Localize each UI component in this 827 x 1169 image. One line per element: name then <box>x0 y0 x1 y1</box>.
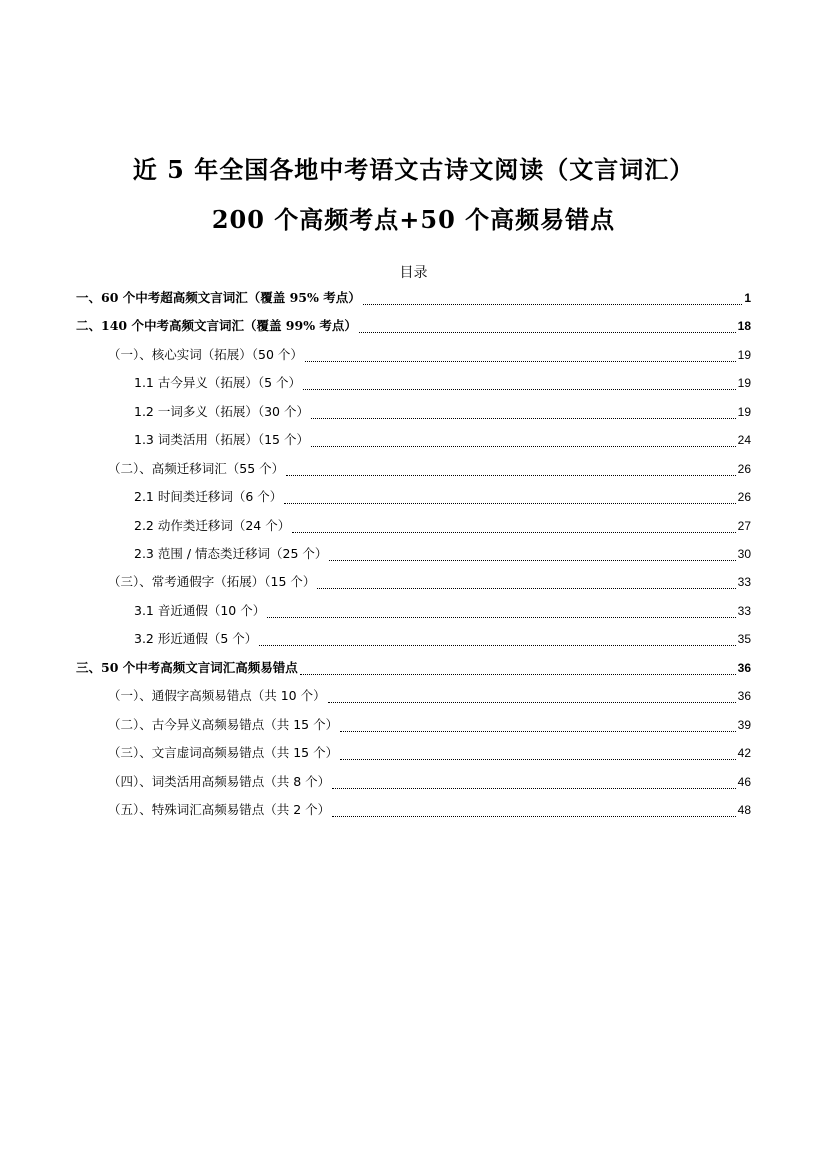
toc-dot-leader <box>305 360 736 362</box>
toc-dot-leader <box>317 587 735 589</box>
toc-entry[interactable] <box>108 572 751 592</box>
toc-entry[interactable] <box>134 544 751 564</box>
toc-entry-label: （一）、通假字高频易错点（共 10 个） <box>108 688 326 703</box>
toc-entry-label: 1.1 古今异义（拓展）（5 个） <box>134 375 302 390</box>
toc-dot-leader <box>311 417 736 419</box>
toc-entry[interactable] <box>108 686 751 706</box>
toc-entry-page: 27 <box>737 519 751 533</box>
toc-entry-page: 26 <box>737 490 751 504</box>
toc-dot-leader <box>267 616 735 618</box>
toc-entry[interactable] <box>108 800 751 820</box>
toc-entry[interactable] <box>76 658 751 678</box>
toc-dot-leader <box>332 787 735 789</box>
toc-entry[interactable] <box>108 743 751 763</box>
toc-entry[interactable] <box>108 345 751 365</box>
toc-entry-page: 19 <box>737 376 751 390</box>
toc-entry-page: 19 <box>737 405 751 419</box>
toc-heading: 目录 <box>399 265 428 281</box>
toc-dot-leader <box>300 673 736 675</box>
toc-entry-label: （二）、古今异义高频易错点（共 15 个） <box>108 717 339 732</box>
toc-entry-label: 3.2 形近通假（5 个） <box>134 631 258 646</box>
toc-entry[interactable] <box>134 430 751 450</box>
toc-entry-page: 18 <box>737 319 751 333</box>
toc-entry[interactable] <box>134 487 751 507</box>
toc-entry-page: 48 <box>737 803 751 817</box>
document-title-line-1: 近 5 年全国各地中考语文古诗文阅读（文言词汇） <box>132 155 695 184</box>
toc-entry-label: 二、140 个中考高频文言词汇（覆盖 99% 考点） <box>76 318 357 333</box>
toc-entry-label: 1.2 一词多义（拓展）（30 个） <box>134 404 309 419</box>
toc-entry-label: （三）、文言虚词高频易错点（共 15 个） <box>108 745 339 760</box>
toc-dot-leader <box>286 474 736 476</box>
toc-entry-page: 1 <box>744 291 751 305</box>
toc-entry-label: （一）、核心实词（拓展）（50 个） <box>108 347 303 362</box>
toc-entry[interactable] <box>108 715 751 735</box>
toc-dot-leader <box>328 701 736 703</box>
toc-entry-label: 3.1 音近通假（10 个） <box>134 603 266 618</box>
toc-entry-label: 2.3 范围 / 情态类迁移词（25 个） <box>134 546 328 561</box>
toc-entry-label: 1.3 词类活用（拓展）（15 个） <box>134 432 309 447</box>
toc-entry[interactable] <box>134 373 751 393</box>
toc-entry-page: 36 <box>737 689 751 703</box>
document-title-line-2: 200 个高频考点+50 个高频易错点 <box>211 205 616 234</box>
toc-entry[interactable] <box>76 316 751 336</box>
toc-entry-page: 33 <box>737 604 751 618</box>
toc-entry-label: 2.1 时间类迁移词（6 个） <box>134 489 283 504</box>
toc-entry[interactable] <box>134 516 751 536</box>
toc-entry-page: 26 <box>737 462 751 476</box>
toc-entry[interactable] <box>108 772 751 792</box>
toc-entry[interactable] <box>134 629 751 649</box>
toc-dot-leader <box>303 388 736 390</box>
toc-entry-page: 19 <box>737 348 751 362</box>
toc-entry-page: 33 <box>737 575 751 589</box>
toc-dot-leader <box>340 758 736 760</box>
toc-entry-label: （四）、词类活用高频易错点（共 8 个） <box>108 774 331 789</box>
toc-dot-leader <box>329 559 735 561</box>
toc-dot-leader <box>284 502 735 504</box>
toc-dot-leader <box>363 303 743 305</box>
toc-dot-leader <box>311 445 736 447</box>
toc-dot-leader <box>259 644 735 646</box>
toc-entry-page: 46 <box>737 775 751 789</box>
toc-entry[interactable] <box>108 459 751 479</box>
toc-entry-label: （二）、高频迁移词汇（55 个） <box>108 461 285 476</box>
toc-entry-label: 三、50 个中考高频文言词汇高频易错点 <box>76 660 298 675</box>
toc-entry-page: 36 <box>737 661 751 675</box>
toc-entry-label: 2.2 动作类迁移词（24 个） <box>134 518 291 533</box>
toc-entry-label: 一、60 个中考超高频文言词汇（覆盖 95% 考点） <box>76 290 361 305</box>
toc-entry-page: 30 <box>737 547 751 561</box>
toc-dot-leader <box>332 815 735 817</box>
toc-entry-label: （五）、特殊词汇高频易错点（共 2 个） <box>108 802 331 817</box>
toc-entry-page: 24 <box>737 433 751 447</box>
toc-entry[interactable] <box>134 402 751 422</box>
toc-entry-page: 39 <box>737 718 751 732</box>
toc-entry-page: 35 <box>737 632 751 646</box>
toc-entry-page: 42 <box>737 746 751 760</box>
toc-entry-label: （三）、常考通假字（拓展）（15 个） <box>108 574 316 589</box>
toc-entry[interactable] <box>134 601 751 621</box>
toc-dot-leader <box>292 531 735 533</box>
toc-entry[interactable] <box>76 288 751 308</box>
toc-dot-leader <box>340 730 736 732</box>
toc-dot-leader <box>359 331 736 333</box>
